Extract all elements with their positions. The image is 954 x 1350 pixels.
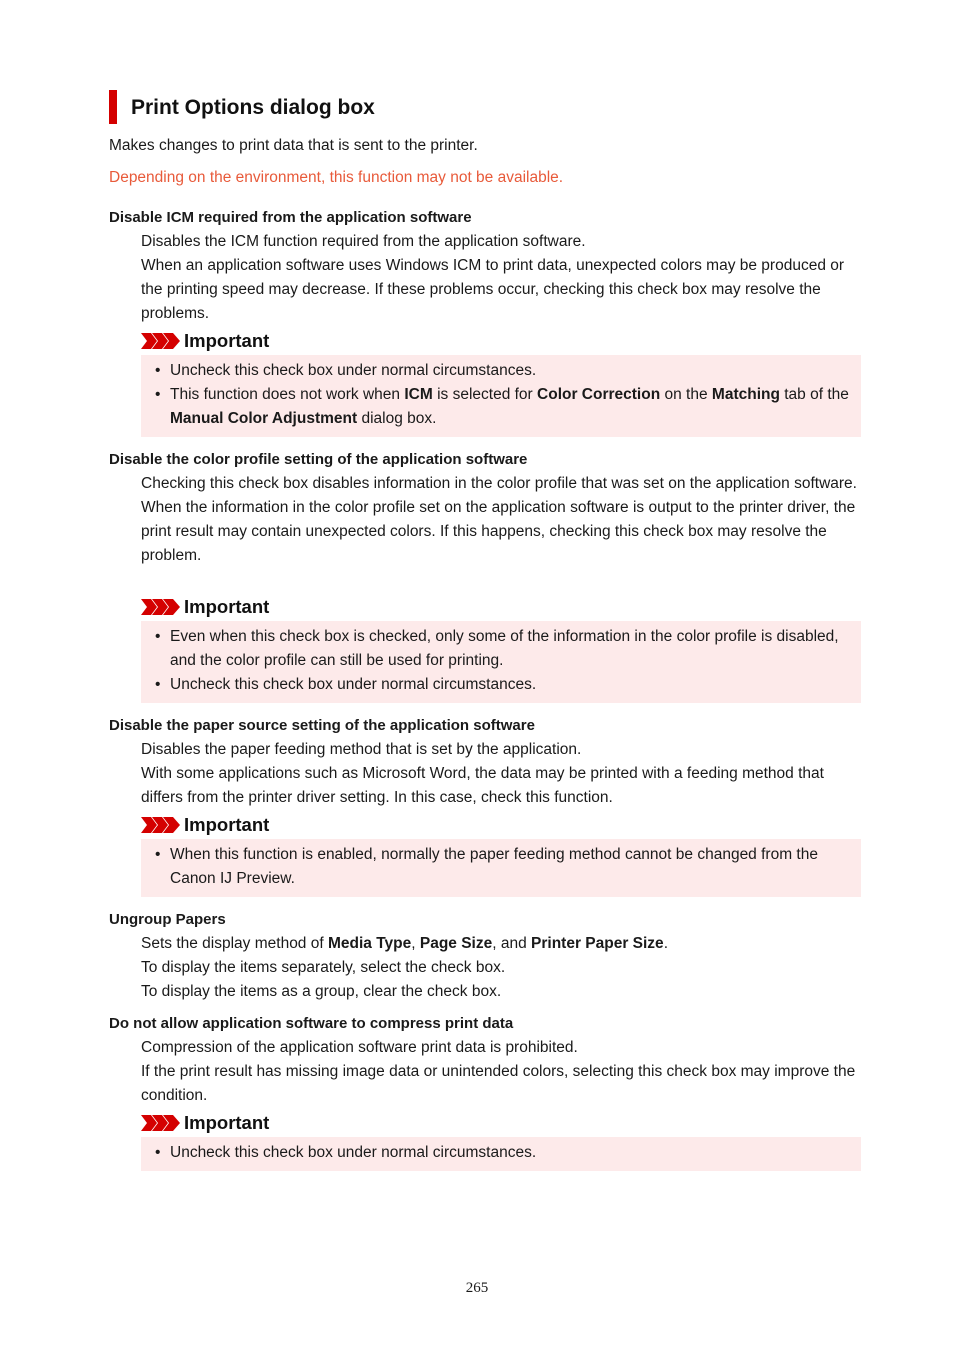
important-item: • Uncheck this check box under normal circumstances. — [155, 673, 849, 697]
important-heading — [141, 329, 269, 353]
title-accent-bar — [109, 90, 117, 124]
important-heading — [141, 813, 269, 837]
important-label: Important — [184, 814, 270, 835]
important-heading — [141, 595, 269, 619]
important-item: • When this function is enabled, normally the paper feeding method cannot be changed from the Canon IJ Preview. — [155, 843, 849, 891]
description-paragraph: When the information in the color profile set on the application software is output to the printer driver, the print result may contain unexpected colors. If this happens, checking this check box may resolve the problem. — [141, 499, 856, 564]
important-item: • Uncheck this check box under normal circumstances. — [155, 1141, 849, 1165]
description-paragraph: When an application software uses Windows ICM to print data, unexpected colors may be produced or the printing speed may decrease. If these problems occur, checking this check box may resolve the problems. — [141, 257, 845, 322]
description-paragraph: With some applications such as Microsoft Word, the data may be printed with a feeding method that differs from the printer driver setting. In this case, check this function. — [141, 765, 824, 806]
term-no-compress: Do not allow application software to compress print data — [109, 1015, 514, 1032]
intro-text: Makes changes to print data that is sent to the printer. — [109, 137, 478, 154]
term-ungroup-papers: Ungroup Papers — [109, 911, 226, 928]
term-disable-color-profile: Disable the color profile setting of the application software — [109, 451, 528, 468]
description-paragraph: Checking this check box disables information in the color profile that was set on the application software. — [141, 475, 857, 492]
description-ungroup-papers — [141, 932, 857, 1004]
description-paragraph: Disables the ICM function required from the application software. — [141, 233, 586, 250]
important-item — [155, 383, 849, 431]
triple-chevron-arrow-icon — [141, 817, 181, 833]
description-no-compress — [141, 1036, 857, 1108]
important-item-rich-text: This function does not work when ICM is selected for Color Correction on the Matching tab of the Manual Color Adjustment dialog box. — [170, 386, 849, 427]
description-disable-icm — [141, 230, 857, 326]
description-disable-paper-source — [141, 738, 857, 810]
important-box — [141, 1137, 861, 1171]
description-disable-color-profile — [141, 472, 857, 568]
page-title: Print Options dialog box — [131, 96, 375, 119]
important-label: Important — [184, 330, 270, 351]
page-number: 265 — [465, 1280, 489, 1296]
important-item: • Uncheck this check box under normal circumstances. — [155, 359, 849, 383]
term-disable-paper-source: Disable the paper source setting of the application software — [109, 717, 535, 734]
description-paragraph: Compression of the application software print data is prohibited. — [141, 1039, 578, 1056]
description-paragraph: If the print result has missing image data or unintended colors, selecting this check box may improve the condition. — [141, 1063, 856, 1104]
important-label: Important — [184, 1112, 270, 1133]
triple-chevron-arrow-icon — [141, 1115, 181, 1131]
important-box — [141, 621, 861, 703]
important-heading — [141, 1111, 269, 1135]
important-box — [141, 355, 861, 437]
description-paragraph-rich: Sets the display method of Media Type, Page Size, and Printer Paper Size. — [141, 935, 668, 952]
description-paragraph: To display the items separately, select the check box. — [141, 959, 506, 976]
description-paragraph: To display the items as a group, clear the check box. — [141, 983, 502, 1000]
description-paragraph: Disables the paper feeding method that is set by the application. — [141, 741, 582, 758]
triple-chevron-arrow-icon — [141, 599, 181, 615]
important-box — [141, 839, 861, 897]
availability-note: Depending on the environment, this function may not be available. — [109, 169, 564, 186]
triple-chevron-arrow-icon — [141, 333, 181, 349]
term-disable-icm: Disable ICM required from the application software — [109, 209, 472, 226]
important-item: • Even when this check box is checked, only some of the information in the color profile is disabled, and the color profile can still be used for printing. — [155, 625, 849, 673]
important-label: Important — [184, 596, 270, 617]
